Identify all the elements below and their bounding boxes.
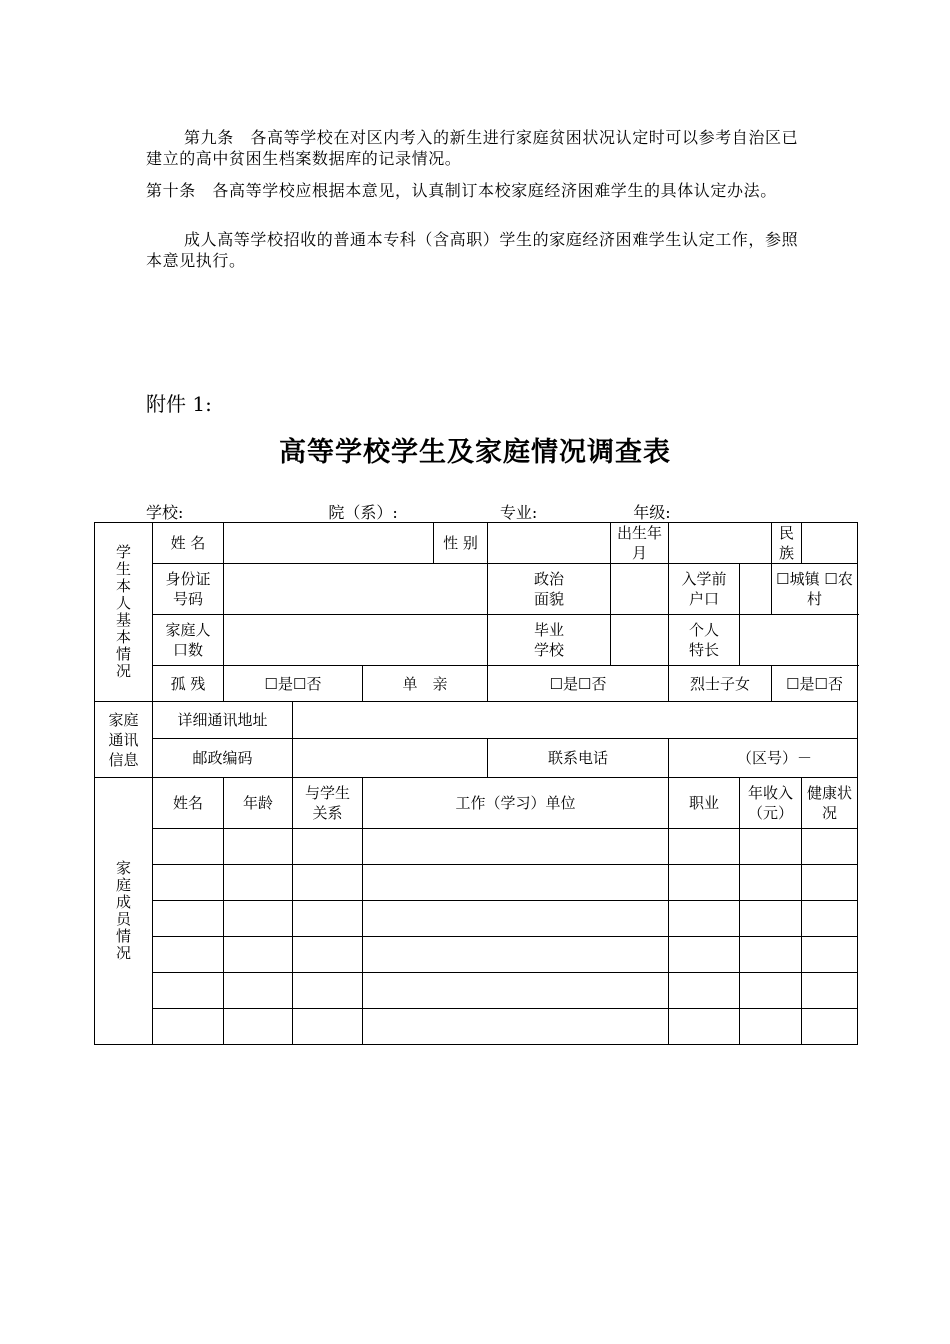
col-income: 年收入 （元） (740, 778, 802, 829)
article-9-paragraph: 第九条 各高等学校在对区内考入的新生进行家庭贫困状况认定时可以参考自治区已建立的高中贫困生档案数据库的记录情况。 (146, 128, 799, 168)
member-health-cell[interactable] (802, 901, 858, 937)
attachment-label: 附件 1: (146, 392, 212, 416)
member-income-cell[interactable] (740, 973, 802, 1009)
graduation-school-field[interactable] (611, 615, 669, 666)
orphan-disabled-label: 孤 残 (153, 666, 224, 702)
table-row (95, 865, 858, 901)
phone-label: 联系电话 (488, 739, 669, 778)
political-status-label: 政治 面貌 (488, 564, 611, 615)
address-label: 详细通讯地址 (153, 702, 293, 739)
member-work-cell[interactable] (363, 937, 669, 973)
phone-field[interactable]: （区号）－ (669, 739, 858, 778)
member-age-cell[interactable] (224, 901, 293, 937)
birth-label: 出生年月 (611, 523, 669, 564)
name-field[interactable] (224, 523, 434, 564)
student-row-status (95, 666, 858, 702)
member-relation-cell[interactable] (293, 973, 363, 1009)
table-row (95, 1009, 858, 1045)
family-size-label: 家庭人 口数 (153, 615, 224, 666)
member-name-cell[interactable] (153, 973, 224, 1009)
member-age-cell[interactable] (224, 973, 293, 1009)
member-age-cell[interactable] (224, 865, 293, 901)
member-work-cell[interactable] (363, 829, 669, 865)
member-job-cell[interactable] (669, 973, 740, 1009)
postcode-field[interactable] (293, 739, 488, 778)
form-title: 高等学校学生及家庭情况调查表 (279, 437, 671, 468)
political-status-field[interactable] (611, 564, 669, 615)
form-header-line (146, 500, 671, 523)
graduation-school-label: 毕业 学校 (488, 615, 611, 666)
student-row-id (95, 564, 858, 615)
member-relation-cell[interactable] (293, 1009, 363, 1045)
member-income-cell[interactable] (740, 1009, 802, 1045)
section-student-label: 学生本人基本情况 (95, 523, 153, 702)
rural-checkbox[interactable]: ☐农村 (807, 570, 853, 608)
student-row-name (95, 523, 858, 564)
member-name-cell[interactable] (153, 937, 224, 973)
hukou-field[interactable] (740, 564, 772, 615)
grade-label: 年级: (633, 503, 671, 522)
single-parent-options[interactable]: ☐是☐否 (488, 666, 669, 702)
col-health: 健康状况 (802, 778, 858, 829)
member-relation-cell[interactable] (293, 937, 363, 973)
member-work-cell[interactable] (363, 973, 669, 1009)
member-relation-cell[interactable] (293, 901, 363, 937)
school-blank[interactable] (183, 504, 328, 523)
table-row (95, 973, 858, 1009)
school-label: 学校: (146, 503, 184, 522)
member-job-cell[interactable] (669, 901, 740, 937)
contact-row-address (95, 702, 858, 739)
ethnicity-label: 民 族 (772, 523, 802, 564)
member-relation-cell[interactable] (293, 865, 363, 901)
address-field[interactable] (293, 702, 858, 739)
member-work-cell[interactable] (363, 1009, 669, 1045)
col-work-unit: 工作（学习）单位 (363, 778, 669, 829)
talent-label: 个人 特长 (669, 615, 740, 666)
birth-field[interactable] (669, 523, 772, 564)
section-contact-label: 家庭 通讯 信息 (95, 702, 153, 778)
member-health-cell[interactable] (802, 829, 858, 865)
martyr-child-options[interactable]: ☐是☐否 (772, 666, 858, 702)
col-job: 职业 (669, 778, 740, 829)
student-row-family (95, 615, 858, 666)
member-job-cell[interactable] (669, 1009, 740, 1045)
member-income-cell[interactable] (740, 865, 802, 901)
col-name: 姓名 (153, 778, 224, 829)
article-10-paragraph: 第十条 各高等学校应根据本意见，认真制订本校家庭经济困难学生的具体认定办法。 (146, 181, 777, 200)
ethnicity-field[interactable] (802, 523, 858, 564)
member-income-cell[interactable] (740, 901, 802, 937)
orphan-disabled-options[interactable]: ☐是☐否 (224, 666, 363, 702)
member-name-cell[interactable] (153, 901, 224, 937)
member-age-cell[interactable] (224, 829, 293, 865)
col-age: 年龄 (224, 778, 293, 829)
postcode-label: 邮政编码 (153, 739, 293, 778)
member-health-cell[interactable] (802, 865, 858, 901)
member-work-cell[interactable] (363, 901, 669, 937)
member-health-cell[interactable] (802, 973, 858, 1009)
table-row (95, 937, 858, 973)
member-name-cell[interactable] (153, 829, 224, 865)
talent-field[interactable] (740, 615, 858, 666)
major-label: 专业: (499, 503, 538, 522)
martyr-child-label: 烈士子女 (669, 666, 772, 702)
single-parent-label: 单 亲 (363, 666, 488, 702)
survey-form-table (94, 522, 858, 1045)
department-blank[interactable] (404, 504, 500, 523)
member-name-cell[interactable] (153, 865, 224, 901)
member-work-cell[interactable] (363, 865, 669, 901)
table-row (95, 829, 858, 865)
member-age-cell[interactable] (224, 1009, 293, 1045)
hukou-label: 入学前 户口 (669, 564, 740, 615)
table-row (95, 901, 858, 937)
id-number-field[interactable] (224, 564, 488, 615)
member-job-cell[interactable] (669, 937, 740, 973)
member-age-cell[interactable] (224, 937, 293, 973)
member-relation-cell[interactable] (293, 829, 363, 865)
id-number-label: 身份证 号码 (153, 564, 224, 615)
member-name-cell[interactable] (153, 1009, 224, 1045)
major-blank[interactable] (537, 504, 633, 523)
adult-education-paragraph: 成人高等学校招收的普通本专科（含高职）学生的家庭经济困难学生认定工作，参照本意见执行。 (146, 230, 799, 270)
family-size-field[interactable] (224, 615, 488, 666)
col-relation: 与学生 关系 (293, 778, 363, 829)
section-family-label: 家庭成员情况 (95, 778, 153, 1045)
hukou-type-options (772, 564, 858, 615)
member-job-cell[interactable] (669, 829, 740, 865)
member-health-cell[interactable] (802, 937, 858, 973)
gender-label: 性 别 (434, 523, 488, 564)
department-label: 院（系）: (328, 503, 398, 522)
member-income-cell[interactable] (740, 937, 802, 973)
member-income-cell[interactable] (740, 829, 802, 865)
family-header-row (95, 778, 858, 829)
urban-checkbox[interactable]: ☐城镇 (776, 570, 820, 588)
member-job-cell[interactable] (669, 865, 740, 901)
contact-row-phone (95, 739, 858, 778)
member-health-cell[interactable] (802, 1009, 858, 1045)
name-label: 姓 名 (153, 523, 224, 564)
gender-field[interactable] (488, 523, 611, 564)
